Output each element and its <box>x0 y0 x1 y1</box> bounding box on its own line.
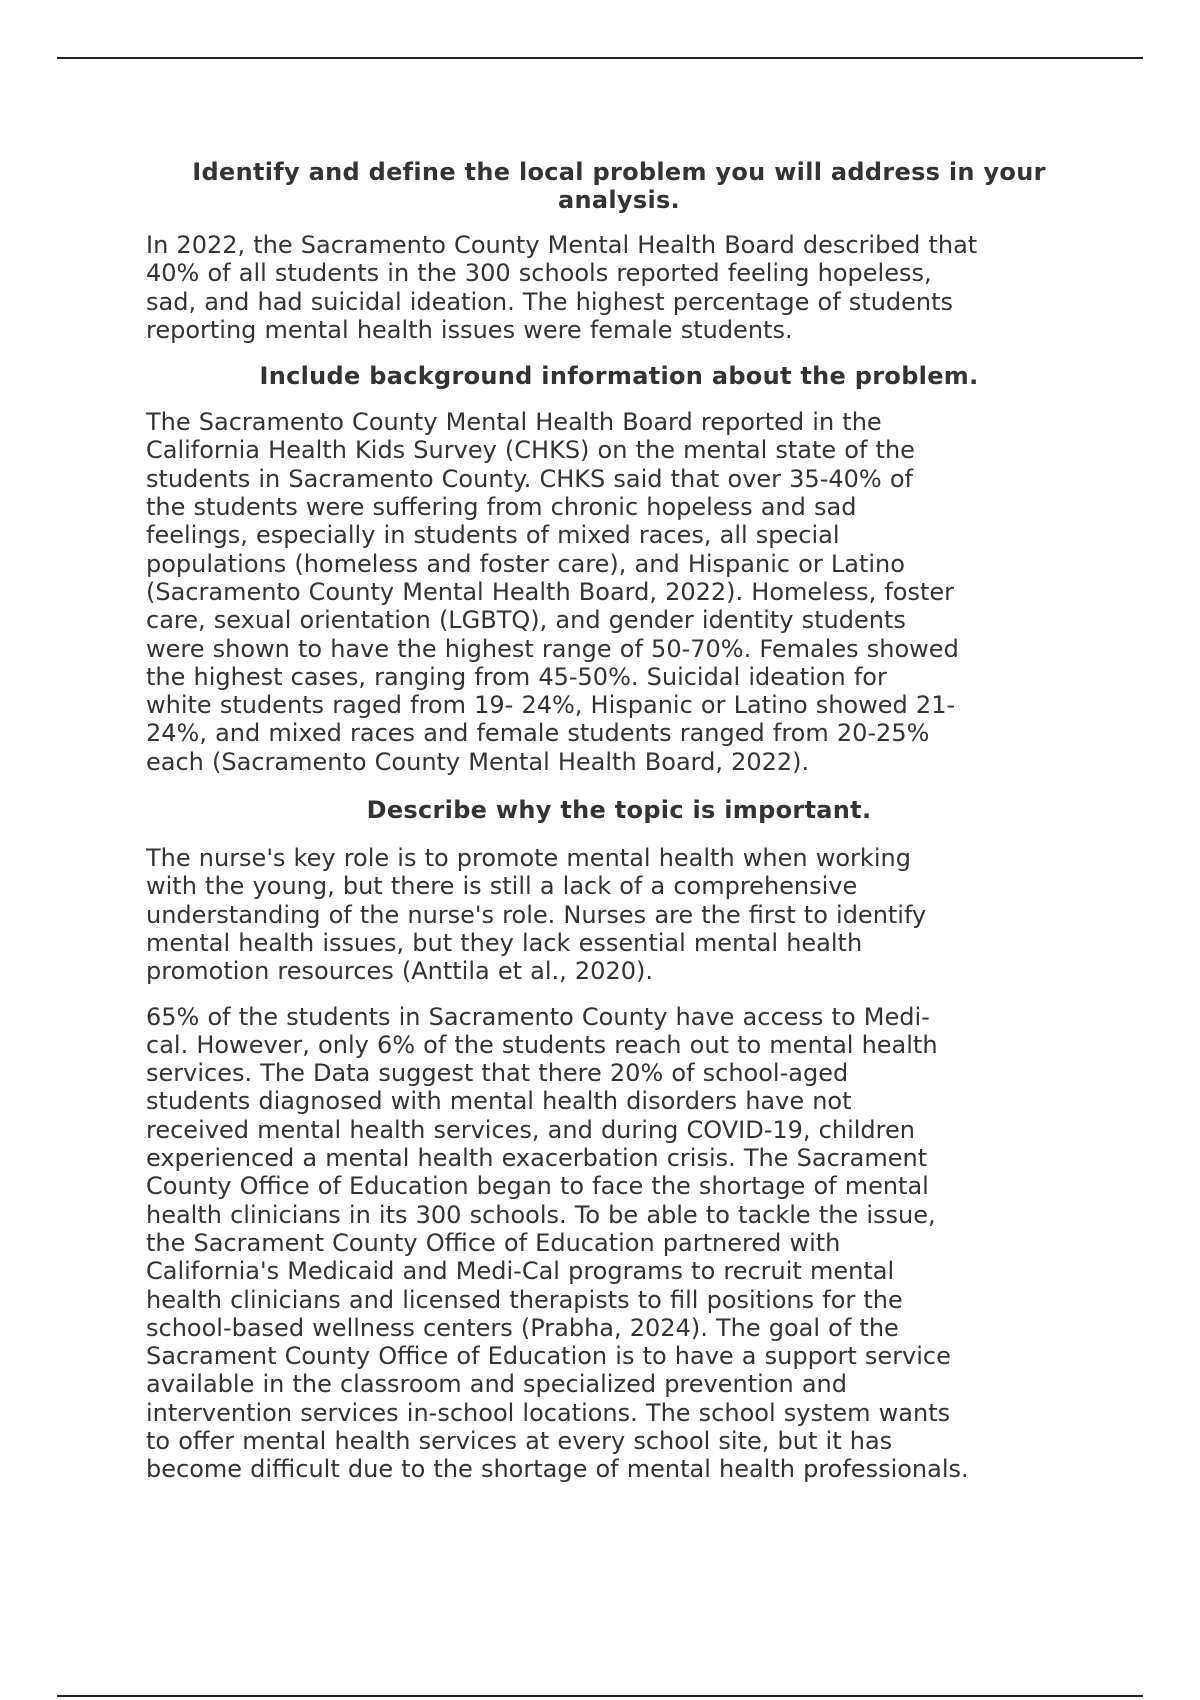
document-body <box>146 158 1092 1484</box>
section-heading-background: Include background information about the problem. <box>259 362 979 391</box>
header-rule <box>57 57 1143 59</box>
section-heading-local-problem: Identify and define the local problem you will address in your analysis. <box>192 158 1046 214</box>
section-heading-importance: Describe why the topic is important. <box>366 796 872 825</box>
footer-rule <box>57 1695 1143 1697</box>
paragraph-local-problem: In 2022, the Sacramento County Mental Health Board described that 40% of all students in the 300 schools reported feeling hopeless, sad, and had suicidal ideation. The highest percentage of students reporting mental health issues were female students. <box>146 231 978 344</box>
paragraph-medi-cal-access: 65% of the students in Sacramento County have access to Medi- cal. However, only 6% of the students reach out to mental health services. The Data suggest that there 20% of school-aged students diagnosed with mental health disorders have not received mental health services, and during COVID-19, children experienced a mental health exacerbation crisis. The Sacrament County Office of Education began to face the shortage of mental health clinicians in its 300 schools. To be able to tackle the issue, the Sacrament County Office of Education partnered with California's Medicaid and Medi-Cal programs to recruit mental health clinicians and licensed therapists to fill positions for the school-based wellness centers (Prabha, 2024). The goal of the Sacrament County Office of Education is to have a support service available in the classroom and specialized prevention and intervention services in-school locations. The school system wants to offer mental health services at every school site, but it has become difficult due to the shortage of mental health professionals. <box>146 1002 969 1484</box>
paragraph-background: The Sacramento County Mental Health Board reported in the California Health Kids Survey (CHKS) on the mental state of the students in Sacramento County. CHKS said that over 35-40% of the students were suffering from chronic hopeless and sad feelings, especially in students of mixed races, all special populations (homeless and foster care), and Hispanic or Latino (Sacramento County Mental Health Board, 2022). Homeless, foster care, sexual orientation (LGBTQ), and gender identity students were shown to have the highest range of 50-70%. Females showed the highest cases, ranging from 45-50%. Suicidal ideation for white students raged from 19- 24%, Hispanic or Latino showed 21- 24%, and mixed races and female students ranged from 20-25% each (Sacramento County Mental Health Board, 2022). <box>146 408 959 776</box>
paragraph-nurse-role: The nurse's key role is to promote mental health when working with the young, but there is still a lack of a comprehensive understanding of the nurse's role. Nurses are the first to identify mental health issues, but they lack essential mental health promotion resources (Anttila et al., 2020). <box>146 844 927 986</box>
